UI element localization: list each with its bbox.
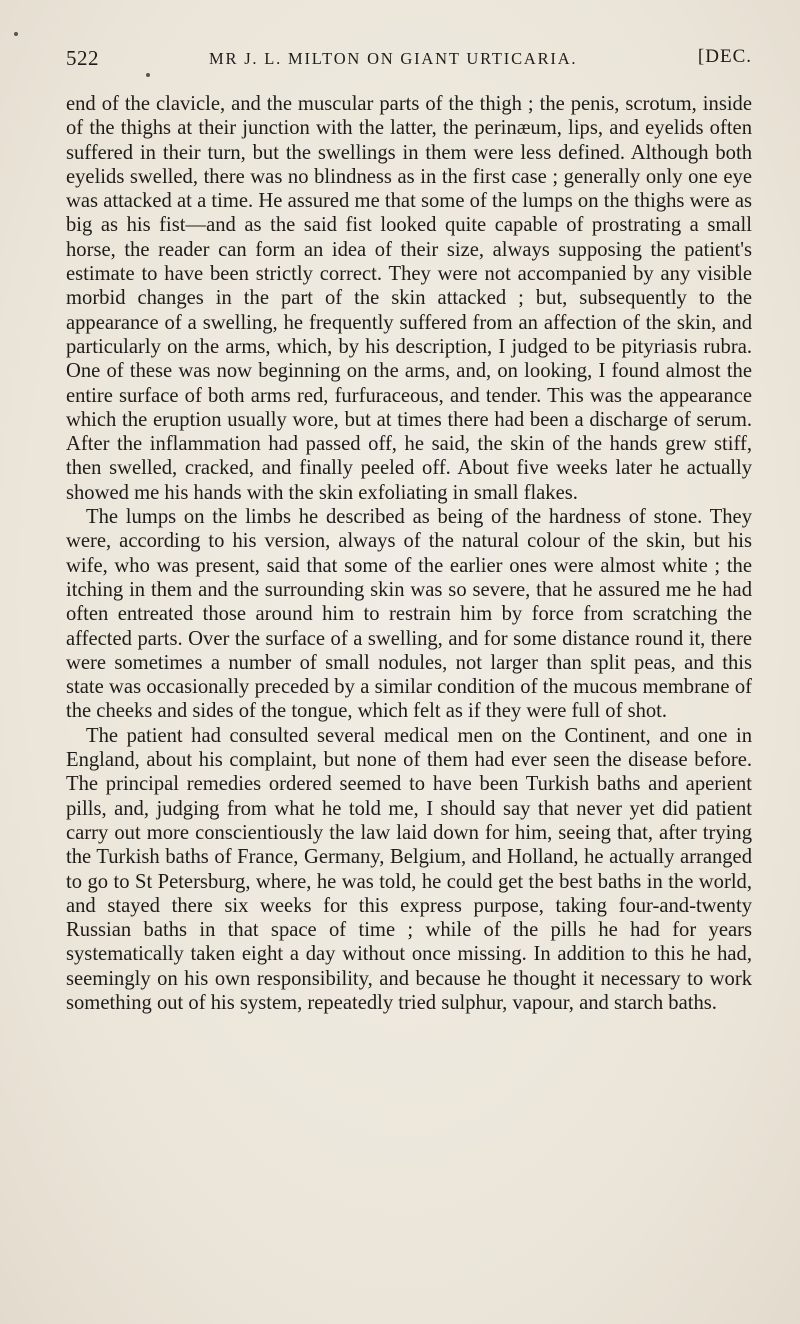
paragraph: The patient had consulted several medical men on the Continent, and one in England, about his complaint, but none of them had ever seen the disease before. The principal remedies ordered seemed to have been Turkish baths and aperient pills, and, judging from what he told me, I should say that never yet did patient carry out more conscientiously the law laid down for him, seeing that, after trying the Turkish baths of France, Germany, Belgium, and Holland, he actually arranged to go to St Petersburg, where, he was told, he could get the best baths in the world, and stayed there six weeks for this express purpose, taking four-and-twenty Russian baths in that space of time ; while of the pills he had for years systematically taken eight a day without once missing. In addition to this he had, seemingly on his own responsibility, and because he thought it necessary to work something out of his system, repeatedly tried sulphur, vapour, and starch baths. bbox=[66, 724, 752, 1014]
ink-speck bbox=[14, 32, 18, 36]
running-title: MR J. L. MILTON ON GIANT URTICARIA. bbox=[209, 49, 578, 68]
page-number: 522 bbox=[66, 46, 99, 70]
body-text bbox=[66, 92, 752, 1015]
running-date-mark: [DEC. bbox=[697, 46, 752, 67]
paragraph: end of the clavicle, and the muscular parts of the thigh ; the penis, scrotum, inside of the thighs at their junction with the latter, the perinæum, lips, and eyelids often suffered in their turn, but the swellings in them were less defined. Although both eyelids swelled, there was no blindness as in the first case ; generally only one eye was attacked at a time. He assured me that some of the lumps on the thighs were as big as his fist—and as the said fist looked quite capable of prostrating a small horse, the reader can form an idea of their size, always supposing the patient's estimate to have been strictly correct. They were not accompanied by any visible morbid changes in the part of the skin attacked ; but, subsequently to the appearance of a swelling, he frequently suffered from an affection of the skin, and particularly on the arms, which, by his description, I judged to be pityriasis rubra. One of these was now beginning on the arms, and, on looking, I found almost the entire surface of both arms red, furfuraceous, and tender. This was the appearance which the eruption usually wore, but at times there had been a discharge of serum. After the inflammation had passed off, he said, the skin of the hands grew stiff, then swelled, cracked, and finally peeled off. About five weeks later he actually showed me his hands with the skin exfoliating in small flakes. bbox=[66, 93, 752, 504]
running-header bbox=[66, 46, 752, 76]
paragraph: The lumps on the limbs he described as being of the hardness of stone. They were, according to his version, always of the natural colour of the skin, but his wife, who was present, said that some of the earlier ones were almost white ; the itching in them and the surrounding skin was so severe, that he assured me he had often entreated those around him to restrain him by force from scratching the affected parts. Over the surface of a swelling, and for some distance round it, there were sometimes a number of small nodules, not larger than split peas, and this state was occasionally preceded by a similar condition of the mucous membrane of the cheeks and sides of the tongue, which felt as if they were full of shot. bbox=[66, 506, 752, 723]
